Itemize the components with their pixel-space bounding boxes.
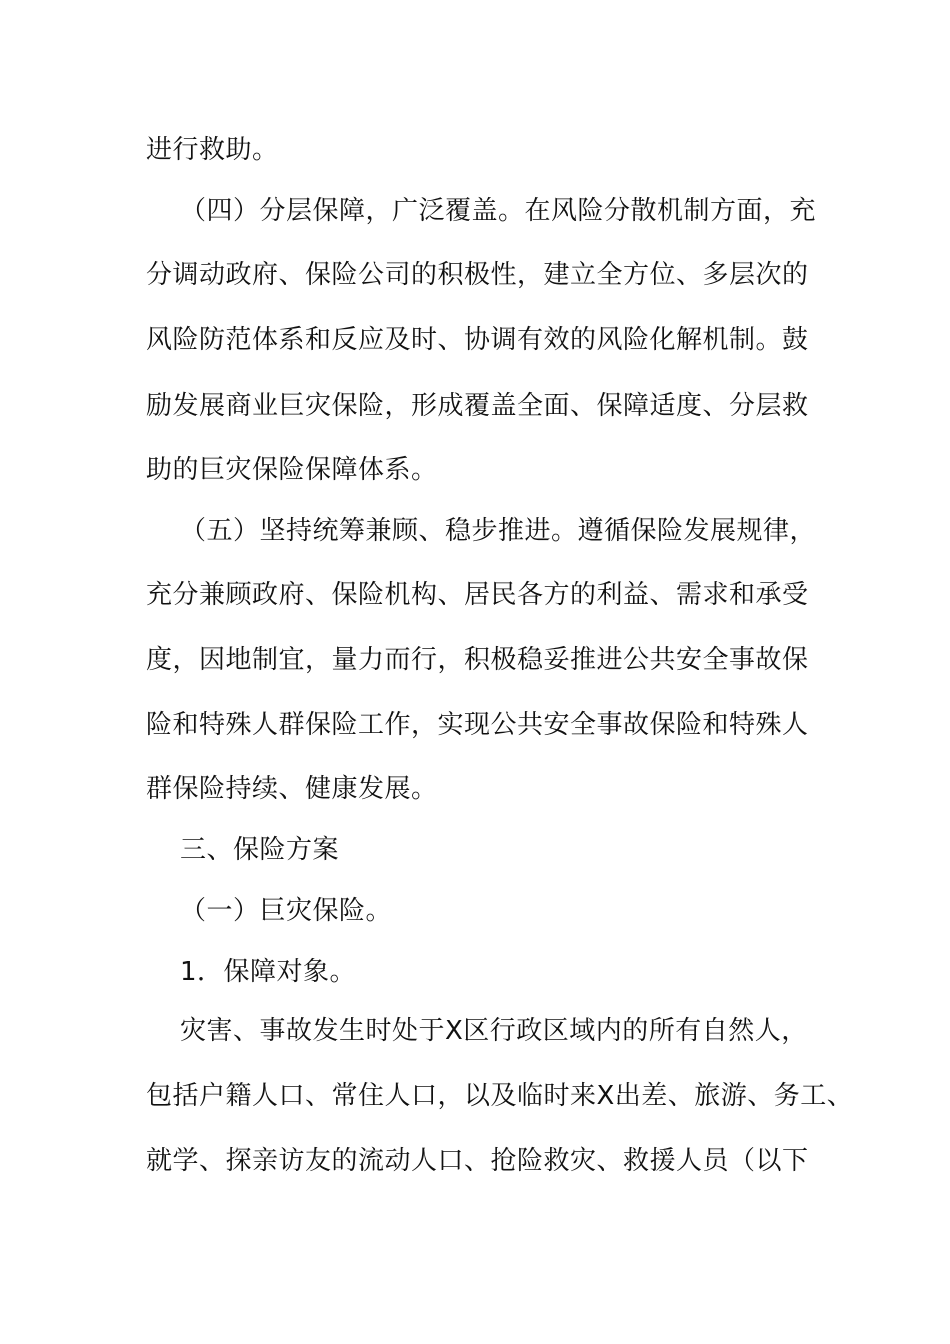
paragraph-line: 进行救助。 — [146, 135, 279, 165]
paragraph-line: 险和特殊人群保险工作，实现公共安全事故保险和特殊人 — [146, 710, 809, 740]
paragraph-line: 风险防范体系和反应及时、协调有效的风险化解机制。鼓 — [146, 325, 809, 355]
paragraph-line: 群保险持续、健康发展。 — [146, 774, 438, 804]
paragraph-line: 灾害、事故发生时处于X区行政区域内的所有自然人， — [180, 1016, 808, 1046]
paragraph-line: 分调动政府、保险公司的积极性，建立全方位、多层次的 — [146, 260, 809, 290]
paragraph-line: 充分兼顾政府、保险机构、居民各方的利益、需求和承受 — [146, 580, 809, 610]
section-heading: 三、保险方案 — [180, 835, 340, 865]
paragraph-line: （五）坚持统筹兼顾、稳步推进。遵循保险发展规律， — [180, 516, 817, 546]
paragraph-line: 励发展商业巨灾保险，形成覆盖全面、保障适度、分层救 — [146, 391, 809, 421]
paragraph-line: 助的巨灾保险保障体系。 — [146, 455, 438, 485]
paragraph-line: 就学、探亲访友的流动人口、抢险救灾、救援人员（以下 — [146, 1146, 809, 1176]
item-heading: 1．保障对象。 — [180, 957, 357, 987]
subsection-heading: （一）巨灾保险。 — [180, 896, 393, 926]
paragraph-line: 包括户籍人口、常住人口，以及临时来X出差、旅游、务工、 — [146, 1081, 854, 1111]
paragraph-line: （四）分层保障，广泛覆盖。在风险分散机制方面，充 — [180, 196, 817, 226]
paragraph-line: 度，因地制宜，量力而行，积极稳妥推进公共安全事故保 — [146, 645, 809, 675]
